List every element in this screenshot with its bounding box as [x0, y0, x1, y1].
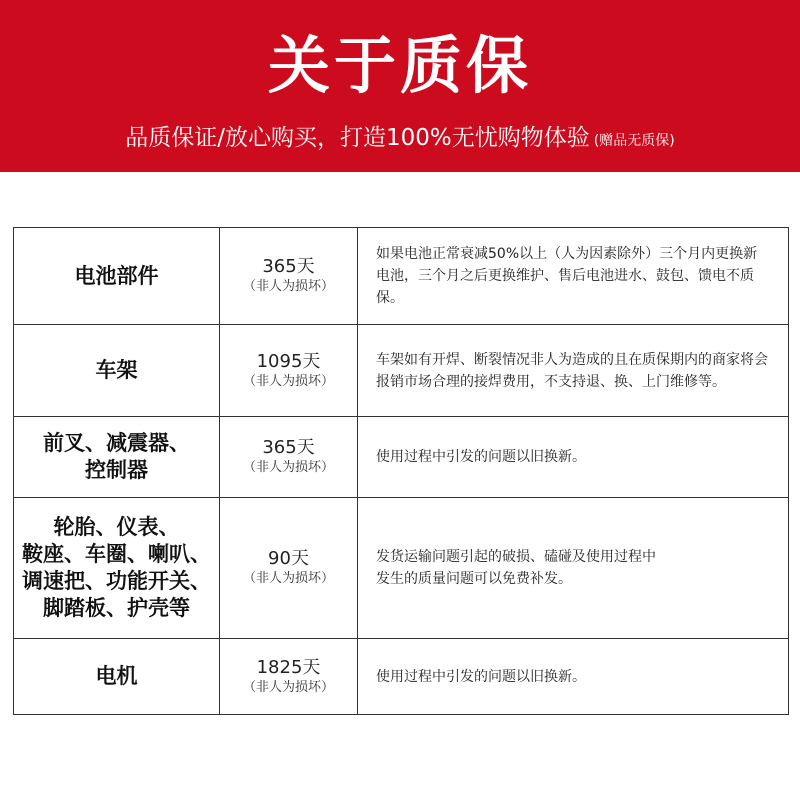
part-cell — [14, 325, 220, 417]
warranty-condition: （非人为损坏） — [242, 460, 334, 475]
part-name: 电机 — [95, 664, 138, 688]
period-cell — [220, 498, 358, 639]
table-row — [14, 325, 789, 417]
table-row — [14, 228, 789, 325]
warranty-days: 365天 — [262, 256, 315, 277]
part-name-line: 调速把、功能开关、 — [22, 569, 211, 593]
part-name: 电池部件 — [74, 263, 159, 288]
warranty-days: 90天 — [268, 548, 309, 569]
subtitle-note: (赠品无质保) — [593, 133, 675, 149]
table-row — [14, 498, 789, 639]
description-cell: 使用过程中引发的问题以旧换新。 — [358, 417, 789, 498]
period-cell — [220, 325, 358, 417]
page-title: 关于质保 — [267, 29, 532, 102]
warranty-condition: （非人为损坏） — [242, 373, 334, 389]
description-cell: 使用过程中引发的问题以旧换新。 — [358, 639, 789, 715]
part-name-line: 轮胎、仪表、 — [53, 515, 180, 539]
part-name-line: 鞍座、车圈、喇叭、 — [22, 542, 211, 566]
description-line: 发生的质量问题可以免费补发。 — [376, 571, 572, 587]
warranty-table — [13, 227, 789, 715]
part-name-line: 脚踏板、护壳等 — [43, 596, 190, 620]
table-row — [14, 639, 789, 715]
warranty-condition: （非人为损坏） — [242, 279, 334, 294]
period-cell — [220, 417, 358, 498]
part-name: 车架 — [95, 358, 138, 382]
part-cell — [14, 228, 220, 325]
subtitle-text: 品质保证/放心购买，打造100%无忧购物体验 — [125, 125, 590, 151]
description-cell: 如果电池正常衰减50%以上（人为因素除外）三个月内更换新电池，三个月之后更换维护、售后电池进水、鼓包、馈电不质保。 — [358, 228, 789, 325]
table-row — [14, 417, 789, 498]
warranty-days: 365天 — [262, 437, 315, 458]
page-subtitle — [0, 120, 800, 159]
part-name-line: 前叉、减震器、 — [43, 431, 190, 455]
part-name-line: 控制器 — [85, 458, 148, 482]
period-cell — [220, 228, 358, 325]
part-cell — [14, 417, 220, 498]
part-cell — [14, 498, 220, 639]
description-line: 发货运输问题引起的破损、磕碰及使用过程中 — [376, 549, 656, 565]
description-cell: 车架如有开焊、断裂情况非人为造成的且在质保期内的商家将会报销市场合理的接焊费用，不支持退、换、上门维修等。 — [358, 325, 789, 417]
period-cell — [220, 639, 358, 715]
warranty-condition: （非人为损坏） — [242, 679, 334, 695]
header-banner — [0, 0, 800, 172]
warranty-days: 1095天 — [256, 350, 321, 372]
warranty-condition: （非人为损坏） — [242, 571, 334, 586]
description-cell — [358, 498, 789, 639]
part-cell — [14, 639, 220, 715]
warranty-days: 1825天 — [256, 656, 321, 678]
